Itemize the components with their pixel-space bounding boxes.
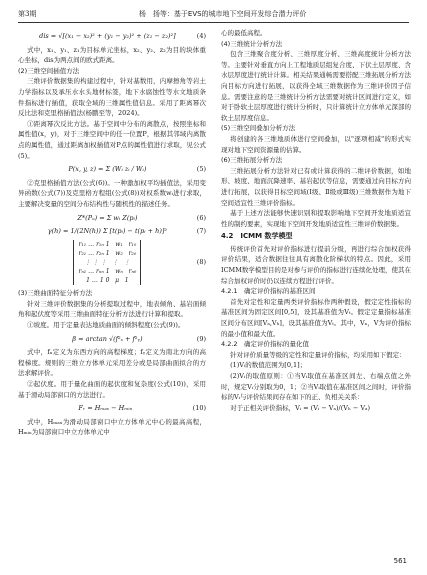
paragraph: ①坡度。用于定量表达地质曲面的倾斜程度(公式(9))。 (27, 321, 185, 330)
equation-10-number: (10) (192, 404, 206, 413)
left-column (18, 28, 206, 438)
matrix-row: r₁₁ … r₁ₙ 1 w₁ r₁₀ (78, 240, 137, 248)
right-column (221, 28, 411, 413)
kriging-matrix (73, 240, 141, 285)
paragraph: 式中，Hₘₐₓ为滑动局部窗口中立方体单元中心的最高高程，Hₘᵢₙ为局部窗口中立方体单元中 (18, 417, 206, 437)
paragraph: 三维评价数据集的构建过程中，针对基数用，内摩擦角等岩土力学指标以及承压水水头地材标签，地下水腐蚀性等水文地质条件指标进行插值，获取全域的三维属性值信息。采用了距离幂次反比法和克里格插值法(杨鹏至等，2024)。 (18, 77, 206, 118)
equation-7-body: γ(h) = 1/(2N(h)) Σ [t(pᵢ) − t(pᵢ + h)]² (47, 227, 168, 236)
paragraph: 心的最低高程。 (221, 29, 267, 37)
equation-4-number: (4) (196, 32, 206, 40)
equation-8 (18, 240, 206, 286)
section-heading: 4.2 ICMM 数学模型 (221, 232, 293, 241)
paragraph: 三维拓展分析方法针对已有或计算获得的二维评价数据，如地形、坡度、地面沉降速率、基岩起伏等信息，需要通过向目标方向进行拓展，以获得目标空间域(Ⅰ级、Ⅱ级或Ⅲ级)三维数据作为地下空间适宜性三维评价指标。 (221, 166, 411, 207)
running-header (18, 6, 409, 23)
section-heading: (5)三维空间叠加分析方法 (221, 124, 296, 133)
equation-9 (18, 334, 206, 345)
equation-7 (18, 226, 206, 237)
paragraph: 基于上述方法能够快速识别和提取影响地下空间开发地质适宜性的制约要素，实现地下空间开发地质适宜性三维评价数据集。 (221, 209, 411, 228)
paragraph: (1)Vᵢ的数值范围为[0,1]； (230, 361, 307, 370)
paragraph: 式中，x₁、y₁、z₁为目标单元坐标，x₂、y₂、z₂为目的块体重心坐标，dis为两点间的欧式距离。 (18, 45, 206, 65)
equation-4-body: dis = √[(x₁ − x₂)² + (y₁ − y₂)² + (z₁ − z₂)²] (39, 32, 176, 40)
running-title: 杨 扬等：基于EVS的城市地下空间开发综合潜力评价 (138, 10, 307, 18)
equation-9-number: (9) (196, 334, 206, 343)
equation-6 (18, 213, 206, 224)
equation-5-number: (5) (196, 165, 206, 174)
matrix-row: 1 … 1 0 μ 1 (86, 276, 129, 284)
paragraph: 式中，fₓ定义为东西方向的高程梯度；fᵧ定义为南北方向的高程梯度。规则的三维立方体单元采用差分或是局部曲面拟合的方法求解评价。 (18, 348, 206, 378)
matrix-row: ⋮ ⋮ ⋮ ⋮ ⋮ (84, 258, 131, 266)
paragraph: 针对评价质量等级的定性和定量评价指标，均采用如下假定： (230, 350, 406, 359)
paragraph: 针对三维评价数据集的分析提取过程中，地表倾角、基岩面倾角和起伏度等采用三维曲面特征分析方法进行计算和提取。 (18, 299, 206, 319)
equation-9-body: β = arctan √(f²ₓ + f²ᵧ) (72, 334, 143, 343)
equation-10-body: Fᵣ = Hₘₐₓ − Hₘᵢₙ (78, 404, 133, 413)
equation-4 (18, 31, 206, 42)
matrix-row: r₂₁ … r₂ₙ 1 w₂ r₂₀ (78, 249, 137, 257)
paragraph: 包含三维聚合度分析、三维厚度分析、三维高度统计分析方法等。主要针对垂直方向上工程地质层组复合度、下伏土层厚度、含水层厚度进行统计计算。相关结果通畅需要搭配三维拓展分析方法向目标方向进行拓展，以获得全域三维数据作为三维评价因子信息。需要注意的是三维统计分析方法需要对统计区间进行定义，如对于卧软土层厚度进行统计分析时，只计算统计立方体单元深部的软土层厚度信息。 (221, 50, 411, 122)
paragraph: (2)Vᵢ的取值原则：①当Vᵢ取值在基准区间左、右端点值之外时，规定Vᵢ分别取为0，1；②当Vᵢ取值在基准区间之间时，评价指标的Vᵢ与评价结果间存在如下的正、负相关关系： (221, 372, 411, 402)
subsection-heading: 4.2.2 确定评价指标的量化值 (221, 340, 310, 349)
equation-6-number: (6) (196, 213, 206, 222)
paragraph: ②克里格插值方法(公式(6))。一种激加权平均插值法，采用变异函数(公式(7))及克里格方程组(公式(8))对权系数wᵢ进行求取，主要解决变量的空间分布结构性与随机性的描述任务。 (18, 178, 206, 208)
equation-5-body: P(x, y, z) = Σ (Wᵢ zᵢ / Wᵢ) (68, 165, 147, 174)
equation-6-body: Z*(Pₒ) = Σ wᵢ Z(pᵢ) (77, 213, 138, 222)
equation-5 (18, 164, 206, 175)
section-heading: (4)三维统计分析方法 (221, 39, 283, 48)
paragraph: ①距离幂次反比方法。基于空间中分布的离散点，按照坐标和属性值(x，y)，对于三维空间中的任一位置P，根据其邻域内离散点的属性值，通过距离加权插值对P点的属性值进行求取，见公式(5)。 (18, 119, 206, 160)
section-heading: (6)三维拓展分析方法 (221, 156, 283, 165)
subsection-heading: 4.2.1 确定评价指标的基准区间 (221, 287, 316, 296)
equation-7-number: (7) (196, 227, 206, 236)
page-number: 561 (393, 557, 407, 565)
section-heading: (2)三维空间插值方法 (18, 66, 80, 75)
paragraph: 对于正相关评价指标，Vᵢ = (Vᵢ − Vₐ)/(Vₕ − Vₐ) (230, 403, 371, 412)
matrix-row: rₙ₁ … rₙₙ 1 wₙ rₙ₀ (78, 267, 137, 275)
section-heading: (3)三维曲面特征分析方法 (18, 289, 93, 298)
issue-label: 第3期 (18, 10, 37, 18)
paragraph: ②起伏度。用于量化曲面的起伏度和复杂度(公式(10))，采用基于滑动局部窗口的方法进行。 (18, 380, 206, 399)
equation-8-number: (8) (196, 258, 206, 267)
paragraph: 首先对定性和定量两类评价指标作两种假设，假定定性指标的基准区间为固定区间[0,5]，设其基准值为Vₜ。假定定量指标基准区间分布区间[Vₐ,Vₕ]，设其基准值为Vₜ。其中，Vₐ，V为评价指标的最小值和最大值。 (221, 297, 411, 338)
paragraph: 传统评价首先对评价指标进行提前分级，再进行综合加权获得评价结果，适合数据往往具有离散化阶梯状的特点。因此，采用ICMM数学模型目的是对参与评价的指标进行连续化处理，使其在综合加权评价时仍以连续方程进行评价。 (221, 244, 411, 285)
equation-10 (18, 403, 206, 414)
paragraph: 将创建的各三维地质体进行空间叠加，以"逐项相减"的形式实现对地下空间资源量的估算。 (221, 134, 411, 154)
